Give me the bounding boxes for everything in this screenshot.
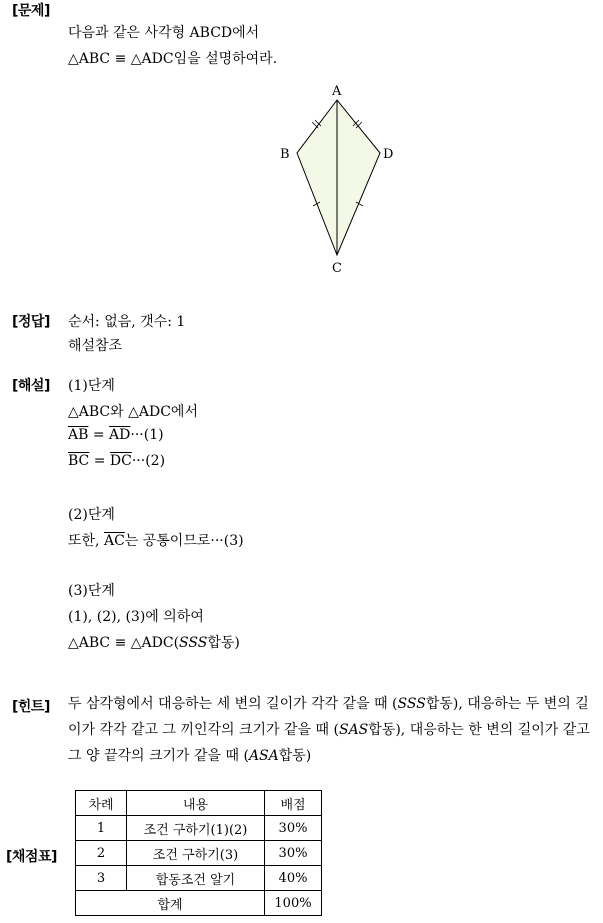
step1-line2: $\overline{AB} = \overline{AD}\cdot\cdot\cdot(1)$ <box>68 427 164 443</box>
segment-bc: $\overline{BC}$ <box>68 453 90 469</box>
step3-line2: △ABC ≡ △ADC(SSS합동) <box>68 635 240 651</box>
step2-line1: 또한, $\overline{AC}$는 공통이므로···(3) <box>68 533 244 549</box>
step1-line3: $\overline{BC} = \overline{DC}\cdot\cdot\cdot(2)$ <box>68 453 166 469</box>
header-step: 차례 <box>76 791 127 816</box>
header-content: 내용 <box>127 791 265 816</box>
step3-line1: (1), (2), (3)에 의하여 <box>68 609 204 625</box>
step3-title: (3)단계 <box>68 583 115 599</box>
step1-title: (1)단계 <box>68 378 115 394</box>
vertex-b: B <box>280 147 290 162</box>
vertex-a: A <box>332 84 342 99</box>
explanation-label: [해설] <box>12 378 50 394</box>
table-row: 1 조건 구하기(1)(2) 30% <box>76 816 322 841</box>
answer-line2: 해설참조 <box>68 338 123 354</box>
segment-ad: $\overline{AD}$ <box>109 427 131 443</box>
kite-figure <box>270 80 400 280</box>
total-points: 100% <box>265 891 322 916</box>
problem-text-line2: △ABC ≡ △ADC임을 설명하여라. <box>68 51 278 67</box>
hint-text: 두 삼각형에서 대응하는 세 변의 길이가 각각 같을 때 (SSS합동), 대응하는 두 변의 길이가 각각 같고 그 끼인각의 크기가 같을 때 (SAS합동), 대응하는 한 변의 길이가 같고 그 양 끝각의 크기가 같을 때 (ASA합동) <box>68 696 590 764</box>
hint-label: [힌트] <box>12 699 50 715</box>
scoring-table <box>75 790 322 916</box>
step2-title: (2)단계 <box>68 507 115 523</box>
scoring-label: [채점표] <box>6 849 57 865</box>
vertex-d: D <box>383 147 394 162</box>
problem-text-line1: 다음과 같은 사각형 ABCD에서 <box>68 25 260 41</box>
problem-label: [문제] <box>12 3 50 19</box>
segment-ac: $\overline{AC}$ <box>103 533 125 549</box>
header-points: 배점 <box>265 791 322 816</box>
total-label: 합계 <box>76 891 265 916</box>
scoring-total-row <box>76 891 322 916</box>
kite-shape <box>297 100 380 255</box>
tick-ab <box>312 122 318 128</box>
segment-dc: $\overline{DC}$ <box>109 453 132 469</box>
answer-line1: 순서: 없음, 갯수: 1 <box>68 314 186 330</box>
table-row: 3 합동조건 알기 40% <box>76 866 322 891</box>
vertex-c: C <box>332 261 342 276</box>
answer-label: [정답] <box>12 314 50 330</box>
scoring-header-row <box>76 791 322 816</box>
table-row: 2 조건 구하기(3) 30% <box>76 841 322 866</box>
step1-line1: △ABC와 △ADC에서 <box>68 404 198 420</box>
segment-ab: $\overline{AB}$ <box>68 427 89 443</box>
